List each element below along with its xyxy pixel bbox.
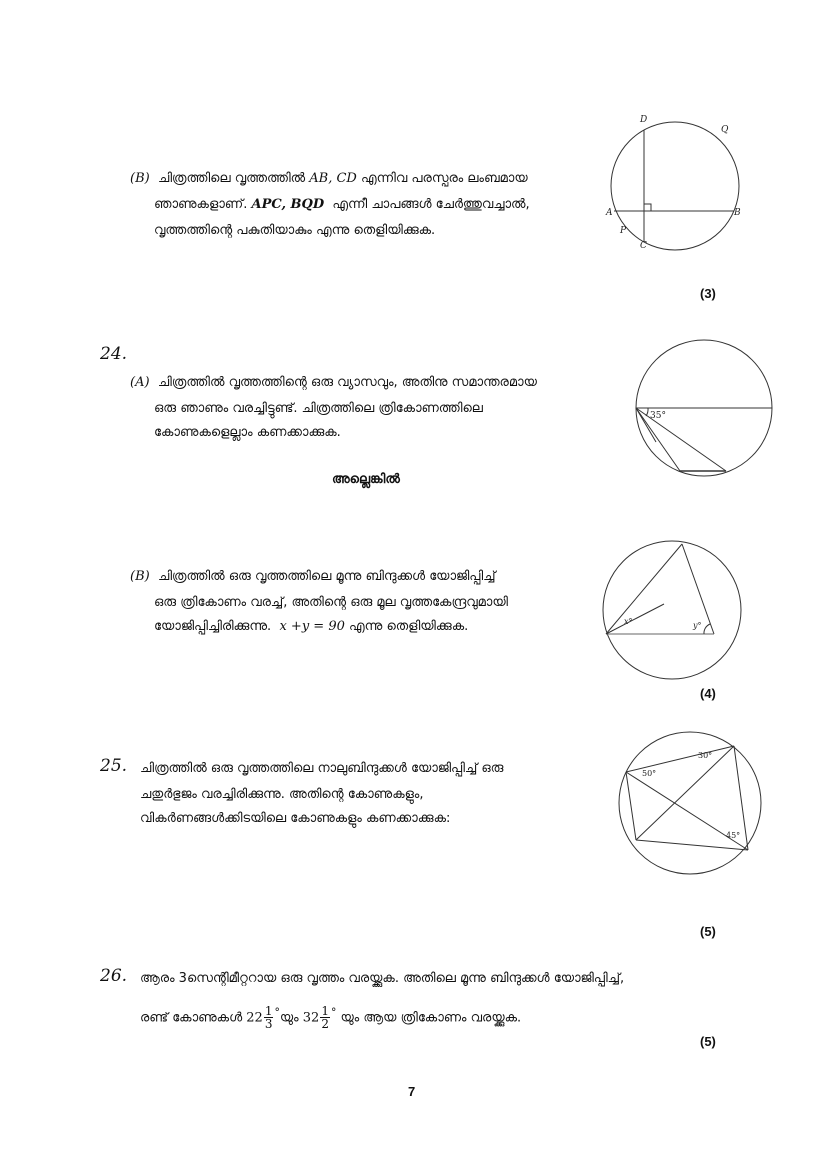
q23b-arcs: APC, BQD: [251, 197, 325, 212]
q24a-line1: ചിത്രത്തിൽ വൃത്തത്തിന്റെ ഒരു വ്യാസവും, അതിനു സമാന്തരമായ: [157, 375, 537, 390]
q24b-figure: [596, 536, 746, 682]
q26-mid: യും: [279, 1010, 299, 1026]
q26-fraction-2: [320, 1005, 330, 1030]
q24b-line1: ചിത്രത്തിൽ ഒരു വൃത്തത്തിലെ മൂന്നു ബിന്ദുക്കൾ യോജിപ്പിച്ച്: [157, 569, 496, 584]
q25-side-4: [626, 772, 636, 840]
q23b-line1b: എന്നിവ പരസ്പരം ലംബമായ: [361, 171, 528, 186]
q26-fraction-2-den: 2: [321, 1017, 329, 1032]
q25-circle: [619, 732, 761, 874]
q23b-figure: [600, 108, 750, 268]
q26-text: [140, 966, 728, 992]
q24b-label: (B): [130, 569, 150, 584]
q26-degree-2: °: [330, 1006, 337, 1019]
q24-or-heading: അല്ലെങ്കിൽ: [332, 472, 400, 487]
q24-marks: (4): [700, 686, 716, 701]
q25-figure: [612, 726, 772, 880]
q23b-label-a: A: [606, 208, 613, 218]
q25-text: [140, 756, 594, 782]
q25-side-3: [636, 840, 748, 850]
q24a-figure: [628, 334, 778, 480]
q24b-text-3: [154, 614, 584, 640]
q26-number: 26.: [100, 966, 128, 986]
q26-fraction-1-den: 3: [264, 1017, 273, 1032]
q25-number: 25.: [100, 756, 128, 776]
q25-angle-45: 45°: [726, 831, 741, 840]
q24a-text-3: [154, 420, 604, 446]
q24b-y-arc: [704, 624, 710, 634]
q23b-text: [130, 166, 582, 192]
q26-fraction-2-num: 1: [321, 1004, 329, 1019]
q26-line1: ആരം 3സെന്റിമീറ്ററായ ഒരു വൃത്തം വരയ്ക്കുക. അതിലെ മൂന്നു ബിന്ദുക്കൾ യോജിപ്പിച്ച്,: [140, 971, 625, 986]
page-number: 7: [408, 1084, 416, 1099]
q23b-circle: [611, 122, 739, 250]
q26-whole-2: 32: [302, 1010, 320, 1026]
q23b-line3: വൃത്തത്തിന്റെ പകുതിയാകും എന്നു തെളിയിക്കുക.: [154, 223, 436, 238]
q24b-circle: [603, 541, 741, 679]
q25-line2: ചതുർഭുജം വരച്ചിരിക്കുന്നു. അതിന്റെ കോണുകളും,: [140, 787, 424, 802]
q26-line2a: രണ്ട് കോണുകൾ: [140, 1010, 243, 1026]
q26-fraction-1-num: 1: [264, 1004, 273, 1019]
q24a-text-2: [154, 396, 604, 422]
q26-line2b: യും ആയ ത്രികോണം വരയ്ക്കുക.: [340, 1010, 522, 1026]
q24a-label: (A): [130, 375, 150, 390]
q25-diagonal-2: [636, 746, 734, 840]
q26-degree-1: °: [274, 1006, 280, 1019]
q26-fraction-1: [264, 1005, 274, 1030]
q23b-text-3: [154, 218, 582, 244]
q25-text-2: [140, 782, 594, 808]
q25-angle-50: 50°: [642, 769, 657, 778]
q23b-line2b: എന്നീ ചാപങ്ങൾ ചേർത്തുവച്ചാൽ,: [332, 197, 530, 212]
q24b-y-label: y°: [693, 621, 702, 630]
q24b-line2: ഒരു ത്രികോണം വരച്ച്, അതിന്റെ ഒരു മൂല വൃത്തകേന്ദ്രവുമായി: [154, 595, 508, 610]
q24b-text: [130, 564, 584, 590]
q24a-angle-arc: [646, 408, 648, 416]
q25-text-3: [140, 806, 594, 832]
q24a-line2: ഒരു ഞാണും വരച്ചിട്ടുണ്ട്. ചിത്രത്തിലെ ത്രികോണത്തിലെ: [154, 401, 483, 416]
q23b-line1: ചിത്രത്തിലെ വൃത്തത്തിൽ: [157, 171, 306, 186]
q24a-text: [130, 370, 604, 396]
q24b-text-2: [154, 590, 584, 616]
q25-angle-30: 30°: [698, 751, 713, 760]
q24a-line3: കോണുകളെല്ലാം കണക്കാക്കുക.: [154, 425, 341, 440]
q25-marks: (5): [700, 924, 716, 939]
q24-number: 24.: [100, 344, 128, 364]
q25-line3: വികർണങ്ങൾക്കിടയിലെ കോണുകളും കണക്കാക്കുക:: [140, 811, 451, 826]
q24b-x-label: x°: [624, 617, 633, 626]
q24a-angle-label: 35°: [650, 411, 666, 421]
q23b-label-p: P: [620, 226, 627, 236]
q23b-label-c: C: [640, 241, 647, 251]
q23b-line2a: ഞാണുകളാണ്.: [154, 197, 248, 212]
q24b-line3: യോജിപ്പിച്ചിരിക്കുന്നു.: [154, 619, 272, 634]
q23b-label: (B): [130, 171, 150, 186]
q26-text-2: [140, 998, 728, 1033]
q23b-right-angle-mark: [644, 204, 651, 211]
q23b-chords: AB, CD: [309, 171, 357, 186]
q24b-line3b: എന്നു തെളിയിക്കുക.: [349, 619, 469, 634]
q25-line1: ചിത്രത്തിൽ ഒരു വൃത്തത്തിലെ നാലുബിന്ദുക്കൾ യോജിപ്പിച്ച് ഒരു: [140, 761, 504, 776]
q24b-side-1: [606, 544, 682, 634]
q23b-marks: (3): [700, 286, 716, 301]
q23b-label-d: D: [640, 115, 648, 125]
q26-whole-1: 22: [246, 1010, 263, 1026]
q23b-text-2: [154, 192, 582, 218]
q23b-label-b: B: [734, 208, 741, 218]
q24b-equation: x +y = 90: [279, 619, 345, 634]
q24b-radius: [606, 604, 664, 634]
q23b-label-q: Q: [721, 125, 729, 135]
q26-marks: (5): [700, 1034, 716, 1049]
